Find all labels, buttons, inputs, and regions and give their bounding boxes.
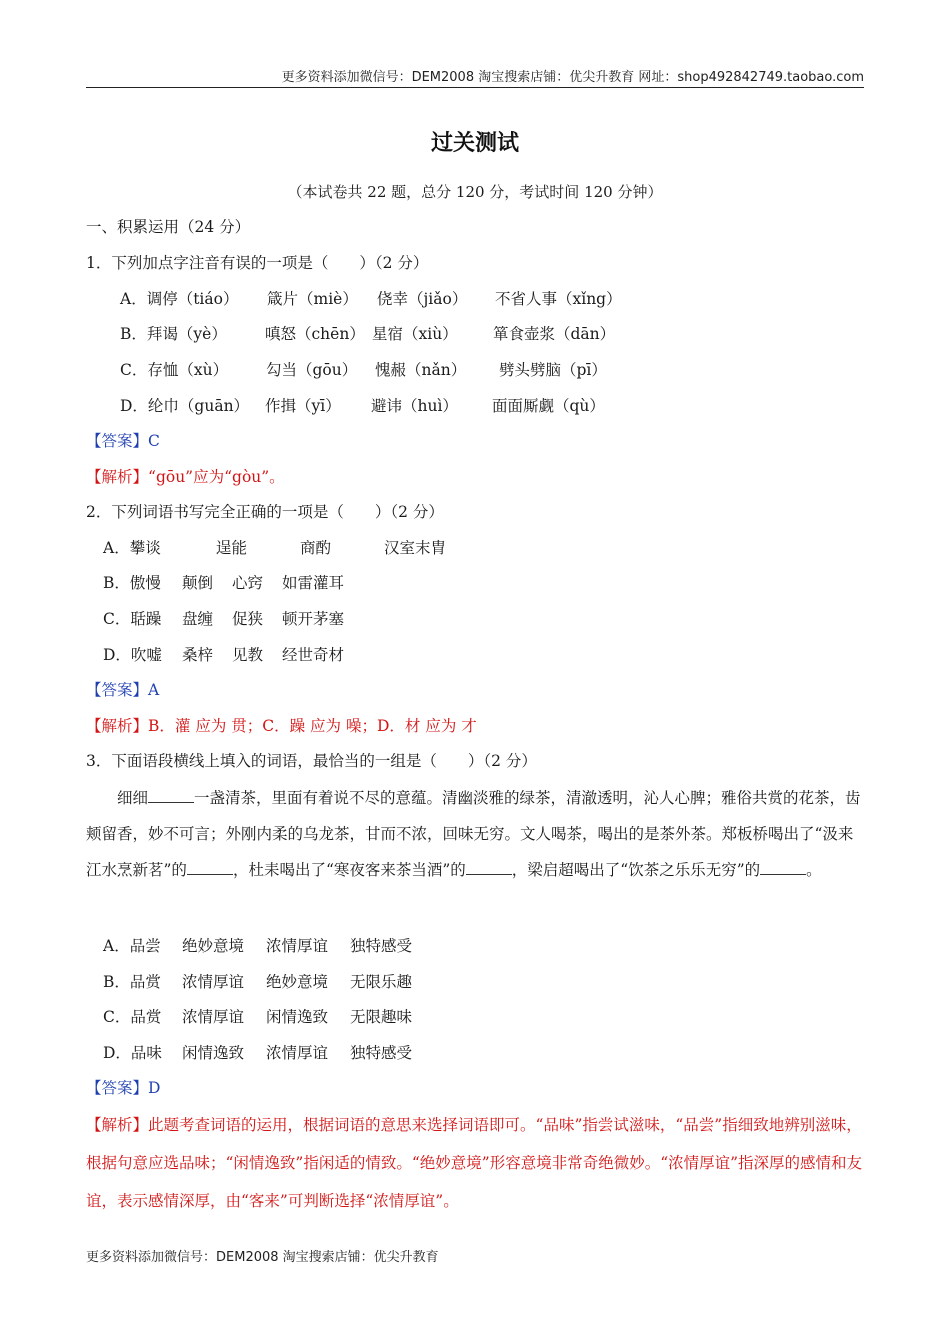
q3-option-b: B．品赏 浓情厚谊 绝妙意境 无限乐趣 [103, 973, 413, 991]
q2-analysis: 【解析】B．灌 应为 贯；C．躁 应为 噪；D．材 应为 才 [86, 717, 477, 735]
q3-stem: 3．下面语段横线上填入的词语，最恰当的一组是（ ）（2 分） [86, 752, 537, 770]
q1-option-a: A．调停（tiáo） 箴片（miè） 侥幸（jiǎo） 不省人事（xǐng） [120, 290, 622, 308]
q3-analysis: 【解析】此题考查词语的运用，根据词语的意思来选择词语即可。“品味”指尝试滋味，“品尝”指细致地辨别滋味，根据句意应选品味；“闲情逸致”指闲适的情致。“绝妙意境”形容意境非常奇绝微妙。“浓情厚谊”指深厚的感情和友谊，表示感情深厚，由“客来”可判断选择“浓情厚谊”。 [86, 1116, 863, 1210]
q3-option-c: C．品赏 浓情厚谊 闲情逸致 无限趣味 [103, 1008, 413, 1026]
q2-option-b: B．傲慢 颠倒 心窍 如雷灌耳 [103, 574, 345, 592]
page-title: 过关测试 [430, 131, 519, 156]
q1-stem: 1．下列加点字注音有误的一项是（ ）（2 分） [86, 254, 429, 272]
page-footer: 更多资料添加微信号：DEM2008 淘宝搜索店铺：优尖升教育 [86, 1250, 439, 1265]
q2-option-a: A．攀谈 逞能 商酌 汉室末胄 [103, 539, 447, 557]
header-rule [86, 87, 864, 88]
q3-passage: 细细 一盏清茶，里面有着说不尽的意蕴。清幽淡雅的绿茶，清澈透明，沁人心脾；雅俗共赏的花茶，齿颊留香，妙不可言；外刚内柔的乌龙茶，甘而不浓，回味无穷。文人喝茶，喝出的是茶外茶。郑板桥喝出了“汲来江水烹新茗”的 ，杜耒喝出了“寒夜客来茶当酒”的 ，梁启超喝出了“饮茶之乐乐无穷”的 。 [86, 789, 861, 879]
q2-option-d: D．吹嘘 桑梓 见教 经世奇材 [103, 646, 345, 664]
exam-info: （本试卷共 22 题，总分 120 分，考试时间 120 分钟） [287, 183, 663, 201]
fill-blank-4 [760, 860, 806, 875]
q2-stem: 2．下列词语书写完全正确的一项是（ ）（2 分） [86, 503, 444, 521]
q2-option-c: C．聒躁 盘缠 促狭 顿开茅塞 [103, 610, 345, 628]
q3-option-d: D．品味 闲情逸致 浓情厚谊 独特感受 [103, 1044, 413, 1062]
page-header: 更多资料添加微信号：DEM2008 淘宝搜索店铺：优尖升教育 网址：shop492842749.taobao.com [281, 70, 864, 85]
section-heading: 一、积累运用（24 分） [86, 218, 251, 236]
q1-analysis: 【解析】“gōu”应为“gòu”。 [86, 468, 285, 486]
q1-option-c: C．存恤（xù） 勾当（gōu） 愧赧（nǎn） 劈头劈脑（pī） [120, 361, 607, 379]
q1-option-d: D．纶巾（guān） 作揖（yī） 避讳（huì） 面面厮觑（qù） [120, 397, 605, 415]
q1-answer: 【答案】C [86, 432, 160, 450]
q3-option-a: A．品尝 绝妙意境 浓情厚谊 独特感受 [103, 937, 413, 955]
fill-blank-3 [466, 860, 512, 875]
fill-blank-2 [187, 860, 233, 875]
q3-answer: 【答案】D [86, 1079, 161, 1097]
q1-option-b: B．拜谒（yè） 嗔怒（chēn） 星宿（xiù） 箪食壶浆（dān） [120, 325, 616, 343]
fill-blank-1 [148, 788, 194, 803]
q2-answer: 【答案】A [86, 681, 160, 699]
